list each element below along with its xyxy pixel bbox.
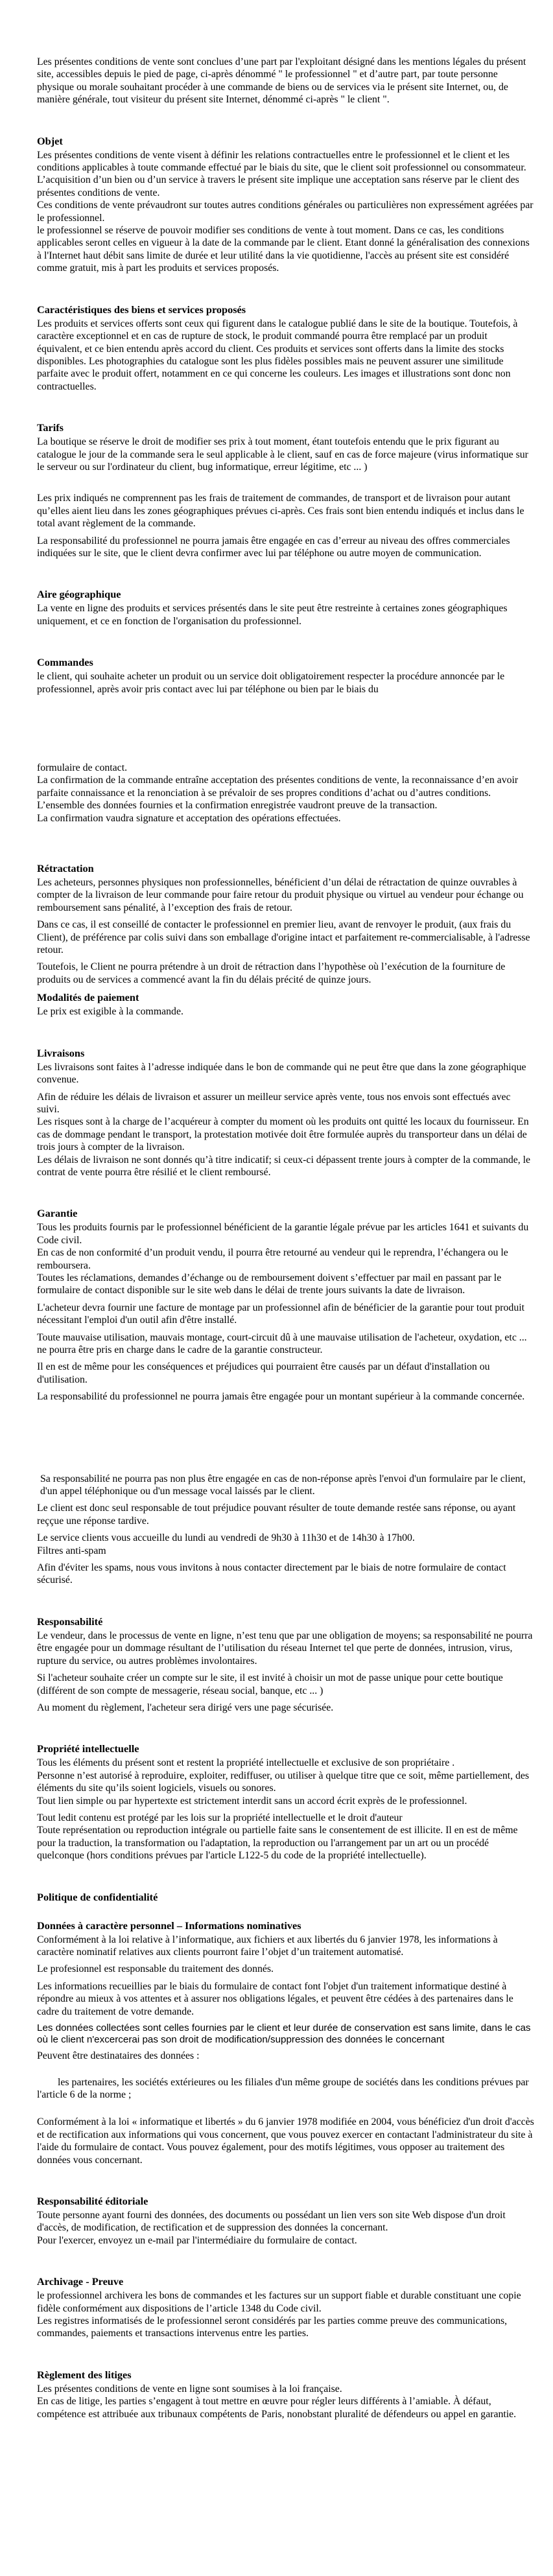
- paragraph: [37, 2209, 535, 2247]
- section-heading: Politique de confidentialité: [37, 1890, 158, 1903]
- paragraph: [37, 919, 535, 956]
- text-line: Les présentes conditions de vente visent à définir les relations contractuelles entre le professionnel et le client et les conditions applicables à toute commande effectué par le biais du site, que le client soit professionnel ou consommateur.: [37, 149, 526, 174]
- text-line: Les données collectées sont celles fournies par le client et leur durée de conservation est sans limite, dans le cas où le client n'excercerai pas son droit de modification/suppression des données le concernant: [37, 2022, 531, 2045]
- paragraph: [37, 961, 535, 986]
- text-line: Tout lien simple ou par hypertexte est strictement interdit sans un accord écrit exprès de le professionnel.: [37, 1795, 467, 1807]
- paragraph: [37, 318, 535, 393]
- text-line: Les présentes conditions de vente en ligne sont soumises à la loi française.: [37, 2383, 342, 2395]
- text-line: Afin de réduire les délais de livraison et assurer un meilleur service après vente, tous nos envois sont effectués avec suivi.: [37, 1091, 511, 1115]
- text-line: Toute mauvaise utilisation, mauvais montage, court-circuit dû à une mauvaise utilisation de l'acheteur, oxydation, etc ... ne pourra être pris en charge dans le cadre de la garantie constructeur.: [37, 1331, 527, 1355]
- page-break-gap: [37, 2105, 535, 2116]
- paragraph: [37, 1091, 535, 1179]
- paragraph: [37, 2383, 535, 2420]
- text-line: Au moment du règlement, l'acheteur sera dirigé vers une page sécurisée.: [37, 1702, 334, 1713]
- paragraph: [37, 1005, 535, 1018]
- section-heading: Modalités de paiement: [37, 991, 139, 1004]
- section-heading: Archivage - Preuve: [37, 2275, 124, 2288]
- text-line: Tout ledit contenu est protégé par les lois sur la propriété intellectuelle et le droit d'auteur: [37, 1812, 403, 1823]
- paragraph: [37, 602, 535, 627]
- paragraph: [37, 1502, 535, 1527]
- text-line: Les informations recueillies par le biais du formulaire de contact font l'objet d'un traitement informatique destiné à répondre au mieux à vos attentes et à assurer nos obligations légales, et peuvent être cédées à des partenaires dans le cadre du traitement de votre demande.: [37, 1980, 513, 2017]
- paragraph: [37, 670, 535, 696]
- paragraph: [37, 56, 535, 106]
- section-heading: Aire géographique: [37, 588, 121, 601]
- text-line: La boutique se réserve le droit de modifier ses prix à tout moment, étant toutefois entendu que le prix figurant au catalogue le jour de la commande sera le seul applicable à le client, sauf en cas de force majeure (virus informatique sur le serveur ou sur l'ordinateur du client, bug informatique, erreur légitime, etc ... ): [37, 436, 528, 473]
- text-line: Les risques sont à la charge de l’acquéreur à compter du moment où les produits ont quitté les locaux du fournisseur. En cas de dommage pendant le transport, la protestation motivée doit être formulée auprès du transporteur dans un délai de trois jours à compter de la livraison.: [37, 1116, 529, 1153]
- text-line: Tous les éléments du présent sont et restent la propriété intellectuelle et exclusive de son propriétaire .: [37, 1757, 455, 1769]
- text-line: L’ensemble des données fournies et la confirmation enregistrée vaudront preuve de la transaction.: [37, 800, 438, 812]
- section-heading: Livraisons: [37, 1046, 85, 1059]
- text-line: En cas de litige, les parties s’engagent à tout mettre en œuvre pour régler leurs différents à l’amiable. À défaut, compétence est attribuée aux tribunaux compétents de Paris, nonobstant pluralité de défendeurs ou appel en garantie.: [37, 2396, 517, 2420]
- text-line: La confirmation de la commande entraîne acceptation des présentes conditions de vente, la reconnaissance d’en avoir parfaite connaissance et la renonciation à se prévaloir de ses propres conditions d’achat ou d’autres conditions.: [37, 775, 519, 799]
- section-heading: Caractéristiques des biens et services proposés: [37, 303, 246, 316]
- section-heading: Responsabilité éditoriale: [37, 2195, 148, 2208]
- paragraph: [37, 2050, 535, 2062]
- text-line: Si l'acheteur souhaite créer un compte sur le site, il est invité à choisir un mot de passe unique pour cette boutique (différent de son compte de messagerie, réseau social, banque, etc ... ): [37, 1672, 503, 1696]
- text-line: Conformément à la loi relative à l’informatique, aux fichiers et aux libertés du 6 janvier 1978, les informations à caractère nominatif relatives aux clients pourront faire l’objet d’un traitement automatisé.: [37, 1934, 498, 1958]
- section-heading: Objet: [37, 134, 63, 147]
- paragraph: [37, 1757, 535, 1807]
- text-line: Le profesionnel est responsable du traitement des donnés.: [37, 1963, 274, 1975]
- text-line: Peuvent être destinataires des données :: [37, 2050, 200, 2062]
- text-line: Tous les produits fournis par le professionnel bénéficient de la garantie légale prévue par les articles 1641 et suivants du Code civil.: [37, 1222, 529, 1246]
- paragraph: [37, 762, 535, 825]
- paragraph: [37, 492, 535, 530]
- text-line: La confirmation vaudra signature et acceptation des opérations effectuées.: [37, 812, 341, 824]
- text-line: le client, qui souhaite acheter un produit ou un service doit obligatoirement respecter la procédure annoncée par le professionnel, après avoir pris contact avec lui par téléphone ou bien par le biais du: [37, 671, 505, 695]
- paragraph: [37, 2076, 535, 2102]
- text-line: Les acheteurs, personnes physiques non professionnelles, bénéficient d’un délai de rétractation de quinze ouvrables à compter de la livraison de leur commande pour faire retour du produit physique ou virtuel au vendeur pour échange ou remboursement sans pénalité, à l’exception des frais de retour.: [37, 877, 524, 913]
- text-line: Afin d'éviter les spams, nous vous invitons à nous contacter directement par le biais de notre formulaire de contact sécurisé.: [37, 1562, 506, 1586]
- text-line: Les produits et services offerts sont ceux qui figurent dans le catalogue publié dans le site de la boutique. Toutefois, à caractère exceptionnel et en cas de rupture de stock, le produit commandé pourra être remplacé par un produit équivalent, et ce bien entendu après accord du client. Ces produits et services sont offerts dans la limite des stocks disponibles. Les photographies du catalogue sont les plus fidèles possibles mais ne peuvent assurer une similitude parfaite avec le produit offert, notamment en ce qui concerne les couleurs. Les images et illustrations sont donc non contractuelles.: [37, 318, 518, 392]
- paragraph: [37, 1672, 535, 1697]
- paragraph: [37, 1934, 535, 1959]
- paragraph: [37, 2289, 535, 2340]
- text-line: Le service clients vous accueille du lundi au vendredi de 9h30 à 11h30 et de 14h30 à 17h00.: [37, 1532, 415, 1544]
- paragraph: [37, 876, 535, 914]
- section-heading: Rétractation: [37, 862, 94, 875]
- text-line: Conformément à la loi « informatique et libertés » du 6 janvier 1978 modifiée en 2004, vous bénéficiez d'un droit d'accès et de rectification aux informations qui vous concernent, que vous pouvez exercer en contactant l'administrateur du site à l'aide du formulaire de contact. Vous pouvez également, pour des motifs légitimes, vous opposer au traitement des données vous concernant.: [37, 2116, 534, 2166]
- paragraph: [37, 2116, 535, 2166]
- page-break-gap: [37, 478, 535, 492]
- paragraph: [37, 1812, 535, 1862]
- text-line: Ces conditions de vente prévaudront sur toutes autres conditions générales ou particulières non expressément agréées par le professionnel.: [37, 200, 534, 224]
- paragraph: [37, 1980, 535, 2018]
- text-line: La responsabilité du professionnel ne pourra jamais être engagée en cas d’erreur au niveau des offres commerciales indiquées sur le site, que le client devra confirmer avec lui par téléphone ou autre moyen de communication.: [37, 535, 510, 559]
- paragraph: [37, 1302, 535, 1327]
- paragraph: [37, 1562, 535, 1587]
- text-line: Dans ce cas, il est conseillé de contacter le professionnel en premier lieu, avant de renvoyer le produit, (aux frais du Client), de préférence par colis suivi dans son emballage d'origine intact et parfaitement re-commercialisable, à l'adresse retour.: [37, 919, 530, 956]
- paragraph: [37, 535, 535, 560]
- text-line: Toute représentation ou reproduction intégrale ou partielle faite sans le consentement de est illicite. Il en est de même pour la traduction, la transformation ou l'adaptation, la reproduction ou l'arrangement par un art ou un procédé quelconque (hors conditions prévues par l'article L122-5 du code de la propriété intellectuelle).: [37, 1825, 518, 1862]
- paragraph: [37, 436, 535, 473]
- paragraph: [37, 1331, 535, 1357]
- paragraph: [37, 1361, 535, 1386]
- paragraph: [37, 1532, 535, 1557]
- text-line: La responsabilité du professionnel ne pourra jamais être engagée pour un montant supérieur à la commande concernée.: [37, 1391, 525, 1403]
- text-line: formulaire de contact.: [37, 762, 128, 773]
- text-line: Les présentes conditions de vente sont conclues d’une part par l'exploitant désigné dans les mentions légales du présent site, accessibles depuis le pied de page, ci-après dénommé " le professionnel " et d’autre part, par toute personne physique ou morale souhaitant procéder à une commande de biens ou de services via le présent site Internet, ou, de manière générale, tout visiteur du présent site Internet, dénommé ci-après " le client ".: [37, 56, 526, 106]
- text-line: Sa responsabilité ne pourra pas non plus être engagée en cas de non-réponse après l'envoi d'un formulaire par le client, d'un appel téléphonique ou d'un message vocal laissés par le client.: [40, 1473, 526, 1497]
- paragraph: [37, 1221, 535, 1296]
- text-line: les partenaires, les sociétés extérieures ou les filiales d'un même groupe de sociétés dans les conditions prévues par l'article 6 de la norme ;: [37, 2076, 529, 2100]
- text-line: Toute personne ayant fourni des données, des documents ou possédant un lien vers son site Web dispose d'un droit d'accès, de modification, de rectification et de suppression des données la concernant.: [37, 2210, 506, 2234]
- page-break-gap: [37, 700, 535, 762]
- text-line: Les registres informatisés de le professionnel seront considérés par les parties comme preuve des communications, commandes, paiements et transactions intervenus entre les parties.: [37, 2315, 508, 2339]
- page-break-gap: [37, 2067, 535, 2076]
- text-line: Personne n’est autorisé à reproduire, exploiter, rediffuser, ou utiliser à quelque titre que ce soit, même partiellement, des éléments du site qu’ils soient logiciels, visuels ou sonores.: [37, 1770, 530, 1794]
- text-line: En cas de non conformité d’un produit vendu, il pourra être retourné au vendeur qui le reprendra, l’échangera ou le remboursera.: [37, 1247, 508, 1271]
- text-line: Le client est donc seul responsable de tout préjudice pouvant résulter de toute demande restée sans réponse, ou ayant reççue une réponse tardive.: [37, 1503, 516, 1527]
- paragraph: [37, 1702, 535, 1714]
- text-line: Filtres anti-spam: [37, 1545, 106, 1556]
- text-line: Il en est de même pour les conséquences et préjudices qui pourraient être causés par un défaut d'installation ou d'utilisation.: [37, 1361, 490, 1385]
- page-break-gap: [37, 1408, 535, 1473]
- paragraph: [37, 1963, 535, 1975]
- text-line: Toutes les réclamations, demandes d’échange ou de remboursement doivent s’effectuer par mail en passant par le formulaire de contact disponible sur le site web dans le délai de trente jours suivants la date de livraison.: [37, 1272, 502, 1296]
- text-line: le professionnel se réserve de pouvoir modifier ses conditions de vente à tout moment. Dans ce cas, les conditions applicables seront celles en vigueur à la date de la commande par le client. Etant donné la généralisation des connexions à l'Internet haut débit sans limite de durée et leur utilité dans la vie quotidienne, l'accès au présent site est considéré comme gratuit, mis à part les produits et services proposés.: [37, 225, 530, 274]
- paragraph: [37, 1473, 535, 1498]
- section-heading: Propriété intellectuelle: [37, 1742, 139, 1755]
- section-heading: Garantie: [37, 1207, 78, 1220]
- paragraph: [37, 149, 535, 275]
- section-heading: Commandes: [37, 656, 93, 669]
- text-line: L'acheteur devra fournir une facture de montage par un professionnel afin de bénéficier de la garantie pour tout produit nécessitant l'emploi d'un outil afin d'être installé.: [37, 1302, 525, 1326]
- text-line: La vente en ligne des produits et services présentés dans le site peut être restreinte à certaines zones géographiques uniquement, et ce en fonction de l'organisation du professionnel.: [37, 603, 508, 627]
- text-line: Toutefois, le Client ne pourra prétendre à un droit de rétraction dans l’hypothèse où l’exécution de la fourniture de produits ou de services a commencé avant la fin du délais précité de quinze jours.: [37, 961, 506, 985]
- section-heading: Règlement des litiges: [37, 2368, 132, 2381]
- text-line: Pour l'exercer, envoyez un e-mail par l'intermédiaire du formulaire de contact.: [37, 2234, 357, 2246]
- text-line: le professionnel archivera les bons de commandes et les factures sur un support fiable et durable constituant une copie fidèle conformément aux dispositions de l’article 1348 du Code civil.: [37, 2290, 521, 2314]
- section-heading: Responsabilité: [37, 1615, 103, 1628]
- text-line: Le vendeur, dans le processus de vente en ligne, n’est tenu que par une obligation de moyens; sa responsabilité ne pourra être engagée pour un dommage résultant de l’utilisation du réseau Internet tel que perte de données, intrusion, virus, rupture du service, ou autres problèmes involontaires.: [37, 1630, 533, 1667]
- text-line: Les livraisons sont faites à l’adresse indiquée dans le bon de commande qui ne peut être que dans la zone géographique convenue.: [37, 1061, 526, 1086]
- paragraph: [37, 1390, 535, 1403]
- section-heading: Données à caractère personnel – Informations nominatives: [37, 1919, 301, 1932]
- text-line: Les prix indiqués ne comprennent pas les frais de traitement de commandes, de transport et de livraison pour autant qu’elles aient lieu dans les zones géographiques prévues ci-après. Ces frais sont bien entendu indiqués et inclus dans le total avant règlement de la commande.: [37, 493, 524, 530]
- paragraph: [37, 1630, 535, 1667]
- paragraph: [37, 2022, 535, 2045]
- section-heading: Tarifs: [37, 421, 64, 434]
- paragraph: [37, 1061, 535, 1086]
- text-line: Les délais de livraison ne sont donnés qu’à titre indicatif; si ceux-ci dépassent trente jours à compter de la commande, le contrat de vente pourra être résilié et le client remboursé.: [37, 1154, 531, 1178]
- text-line: L’acquisition d’un bien ou d’un service à travers le présent site implique une acceptation sans réserve par le client des présentes conditions de vente.: [37, 174, 519, 198]
- text-line: Le prix est exigible à la commande.: [37, 1006, 183, 1018]
